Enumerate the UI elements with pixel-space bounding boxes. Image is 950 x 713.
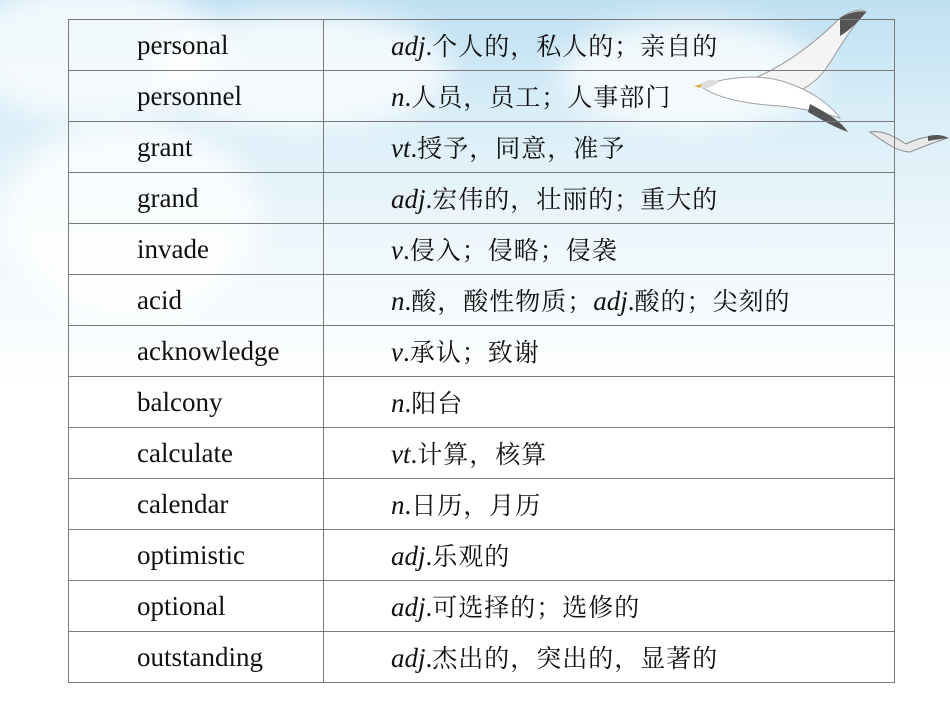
pos-period: . — [425, 592, 433, 622]
english-word: personal — [69, 20, 324, 71]
meaning: 授予，同意，准予 — [417, 134, 626, 163]
part-of-speech: v — [391, 235, 403, 265]
vocabulary-table — [68, 19, 895, 683]
english-word: invade — [69, 224, 324, 275]
pos-period: . — [404, 388, 412, 418]
chinese-definition — [324, 122, 895, 173]
table-row — [69, 173, 895, 224]
chinese-definition — [324, 581, 895, 632]
pos-period: . — [425, 541, 433, 571]
meaning: 人员，员工；人事部门 — [411, 83, 672, 112]
meaning: 可选择的；选修的 — [432, 593, 641, 622]
english-word: acknowledge — [69, 326, 324, 377]
table-row — [69, 530, 895, 581]
meaning: 乐观的 — [432, 542, 511, 571]
table-row — [69, 479, 895, 530]
part-of-speech: n — [391, 82, 405, 112]
chinese-definition — [324, 173, 895, 224]
meaning: 宏伟的，壮丽的；重大的 — [432, 185, 719, 214]
part-of-speech: adj — [391, 184, 426, 214]
meaning: 承认；致谢 — [409, 338, 540, 367]
chinese-definition — [324, 20, 895, 71]
part-of-speech: vt — [391, 133, 411, 163]
part-of-speech: adj — [391, 541, 426, 571]
pos-period: . — [410, 133, 418, 163]
pos-period: . — [425, 643, 433, 673]
meaning: 酸，酸性物质； — [411, 287, 594, 316]
english-word: optional — [69, 581, 324, 632]
chinese-definition — [324, 479, 895, 530]
meaning: 日历，月历 — [411, 491, 542, 520]
table-row — [69, 224, 895, 275]
part-of-speech: adj — [593, 286, 628, 316]
english-word: acid — [69, 275, 324, 326]
english-word: calendar — [69, 479, 324, 530]
chinese-definition — [324, 326, 895, 377]
part-of-speech: adj — [391, 643, 426, 673]
vocabulary-table-body — [69, 20, 895, 683]
table-row — [69, 377, 895, 428]
meaning: 杰出的，突出的，显著的 — [432, 644, 719, 673]
english-word: optimistic — [69, 530, 324, 581]
chinese-definition — [324, 632, 895, 683]
pos-period: . — [425, 31, 433, 61]
meaning: 个人的，私人的；亲自的 — [432, 32, 719, 61]
meaning: 侵入；侵略；侵袭 — [409, 236, 618, 265]
table-row — [69, 20, 895, 71]
table-row — [69, 275, 895, 326]
part-of-speech: v — [391, 337, 403, 367]
part-of-speech: adj — [391, 31, 426, 61]
part-of-speech: n — [391, 490, 405, 520]
pos-period: . — [402, 337, 410, 367]
english-word: grand — [69, 173, 324, 224]
table-row — [69, 326, 895, 377]
meaning: 酸的；尖刻的 — [634, 287, 791, 316]
meaning: 阳台 — [411, 389, 464, 418]
chinese-definition — [324, 275, 895, 326]
english-word: balcony — [69, 377, 324, 428]
chinese-definition — [324, 530, 895, 581]
english-word: outstanding — [69, 632, 324, 683]
part-of-speech: adj — [391, 592, 426, 622]
table-row — [69, 122, 895, 173]
table-row — [69, 428, 895, 479]
part-of-speech: vt — [391, 439, 411, 469]
meaning: 计算，核算 — [417, 440, 548, 469]
pos-period: . — [404, 286, 412, 316]
pos-period: . — [410, 439, 418, 469]
chinese-definition — [324, 428, 895, 479]
table-row — [69, 71, 895, 122]
pos-period: . — [404, 82, 412, 112]
english-word: personnel — [69, 71, 324, 122]
pos-period: . — [402, 235, 410, 265]
table-row — [69, 632, 895, 683]
part-of-speech: n — [391, 286, 405, 316]
english-word: grant — [69, 122, 324, 173]
english-word: calculate — [69, 428, 324, 479]
pos-period: . — [425, 184, 433, 214]
pos-period: . — [627, 286, 635, 316]
pos-period: . — [404, 490, 412, 520]
table-row — [69, 581, 895, 632]
part-of-speech: n — [391, 388, 405, 418]
chinese-definition — [324, 224, 895, 275]
chinese-definition — [324, 377, 895, 428]
chinese-definition — [324, 71, 895, 122]
